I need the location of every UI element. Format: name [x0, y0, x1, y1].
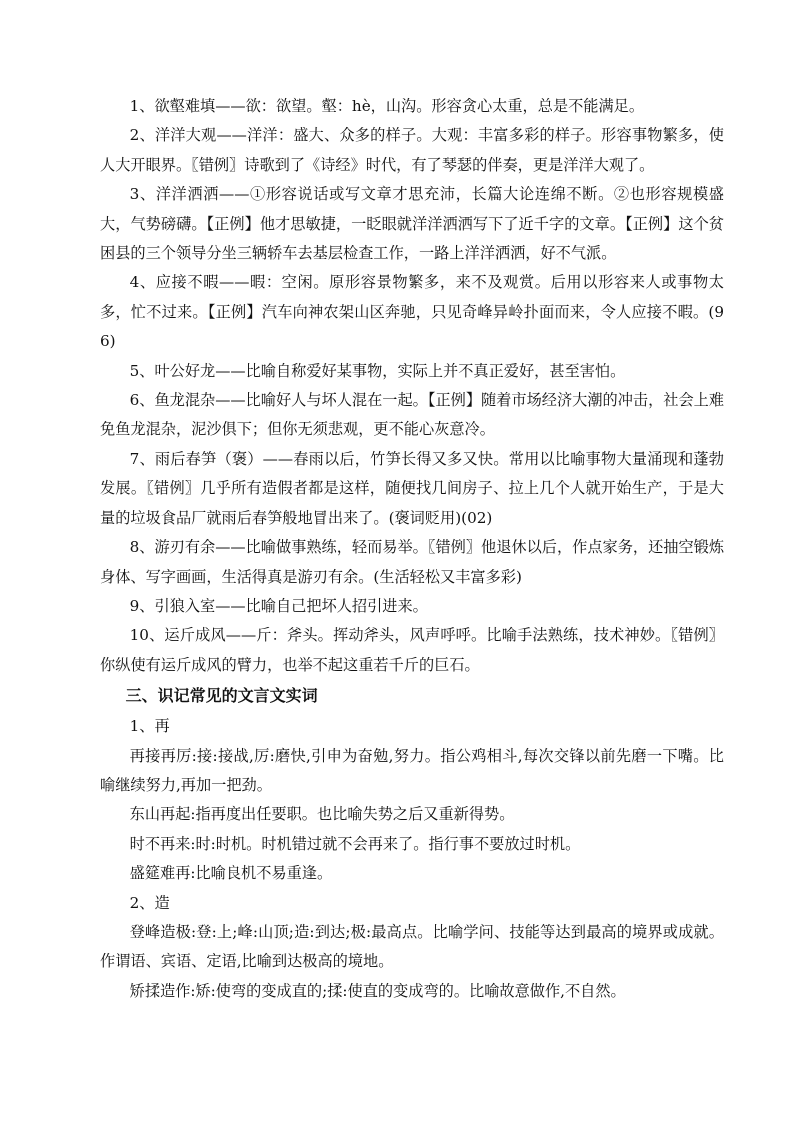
idiom-entry-9: 9、引狼入室——比喻自己把坏人招引进来。 [129, 596, 428, 615]
idiom-entry-1: 1、欲壑难填——欲：欲望。壑：hè，山沟。形容贪心太重，总是不能满足。 [129, 97, 645, 115]
word-entry-zai-1: 再接再厉:接:接战,厉:磨快,引申为奋勉,努力。指公鸡相斗,每次交锋以前先磨一下嘴。比喻继续努力,再加一把劲。 [100, 746, 724, 794]
idiom-entry-8: 8、游刃有余——比喻做事熟练，轻而易举。〖错例〗他退休以后，作点家务，还抽空锻炼身体、写字画画，生活得真是游刃有余。(生活轻松又丰富多彩) [100, 538, 725, 586]
word-entry-zai-3: 时不再来:时:时机。时机错过就不会再来了。指行事不要放过时机。 [129, 834, 581, 853]
idiom-entry-3: 3、洋洋洒洒——①形容说话或写文章才思充沛，长篇大论连绵不断。②也形容规模盛大，气势磅礴。【正例】他才思敏捷，一眨眼就洋洋洒洒写下了近千字的文章。【正例】这个贫困县的三个领导分坐三辆轿车去基层检查工作，一路上洋洋洒洒，好不气派。 [100, 185, 724, 263]
idiom-entry-6: 6、鱼龙混杂——比喻好人与坏人混在一起。【正例】随着市场经济大潮的冲击，社会上难免鱼龙混杂，泥沙俱下；但你无须悲观，更不能心灰意冷。 [100, 391, 725, 439]
word-entry-zao-1: 登峰造极:登:上;峰:山顶;造:到达;极:最高点。比喻学问、技能等达到最高的境界或成就。作谓语、宾语、定语,比喻到达极高的境地。 [100, 922, 724, 971]
word-entry-zai-4: 盛筵难再:比喻良机不易重逢。 [129, 864, 333, 883]
word-entry-zao-2: 矫揉造作:矫:使弯的变成直的;揉:使直的变成弯的。比喻故意做作,不自然。 [129, 981, 626, 1000]
idiom-entry-7: 7、雨后春笋（褒）——春雨以后，竹笋长得又多又快。常用以比喻事物大量涌现和蓬勃发展。〖错例〗几乎所有造假者都是这样，随便找几间房子、拉上几个人就开始生产，于是大量的垃圾食品厂就雨后春笋般地冒出来了。(褒词贬用)(02) [100, 449, 724, 527]
word-entry-zai-2: 东山再起:指再度出任要职。也比喻失势之后又重新得势。 [129, 805, 515, 824]
idiom-entry-5: 5、叶公好龙——比喻自称爱好某事物，实际上并不真正爱好，甚至害怕。 [129, 361, 626, 380]
idiom-entry-4: 4、应接不暇——暇：空闲。原形容景物繁多，来不及观赏。后用以形容来人或事物太多，忙不过来。【正例】汽车向神农架山区奔驰，只见奇峰异岭扑面而来，令人应接不暇。(96) [100, 273, 724, 351]
idiom-entry-10: 10、运斤成风——斤：斧头。挥动斧头，风声呼呼。比喻手法熟练，技术神妙。〖错例〗你纵使有运斤成风的臂力，也举不起这重若千斤的巨石。 [100, 626, 724, 674]
section-heading: 三、识记常见的文言文实词 [125, 686, 318, 706]
group-label-zai: 1、再 [129, 717, 170, 736]
group-label-zao: 2、造 [129, 893, 170, 912]
document-content [100, 92, 724, 1006]
idiom-entry-2: 2、洋洋大观——洋洋：盛大、众多的样子。大观：丰富多彩的样子。形容事物繁多，使人大开眼界。〖错例〗诗歌到了《诗经》时代，有了琴瑟的伴奏，更是洋洋大观了。 [100, 126, 724, 174]
